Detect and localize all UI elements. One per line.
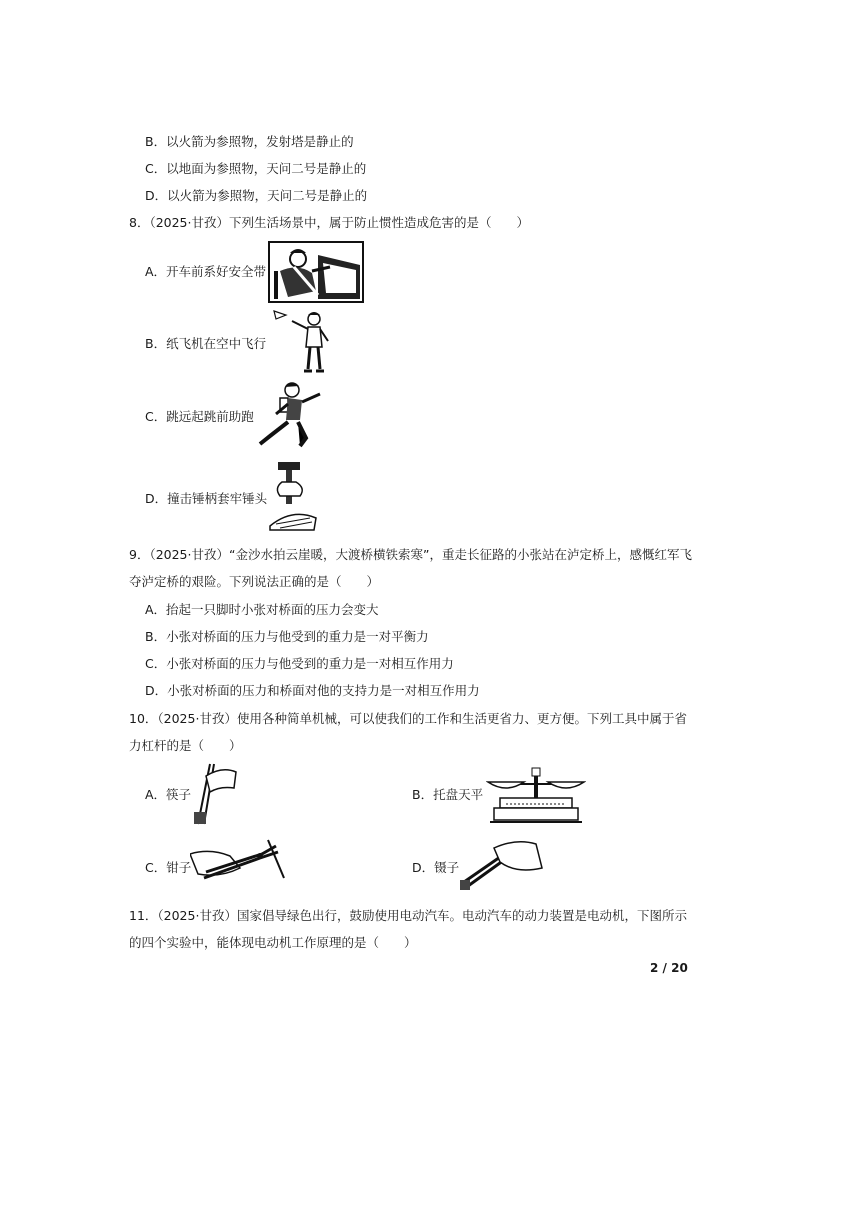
q8-option-b: B．纸飞机在空中飞行 [145, 336, 267, 351]
q9-option-d: D．小张对桥面的压力和桥面对他的支持力是一对相互作用力 [145, 683, 480, 698]
boy-throwing-paper-plane-picture [272, 307, 334, 377]
q10-stem-line-1: 10．（2025·甘孜）使用各种简单机械，可以使我们的工作和生活更省力、更方便。下列工具中属于省 [129, 711, 687, 726]
q11-stem-line-2: 的四个实验中，能体现电动机工作原理的是（ ） [129, 935, 417, 950]
driver-seatbelt-picture [268, 241, 364, 303]
page-number: 2 / 20 [650, 961, 688, 975]
q8-option-d: D．撞击锤柄套牢锤头 [145, 491, 268, 506]
q8-option-c: C．跳远起跳前助跑 [145, 409, 254, 424]
chopsticks-picture [188, 762, 238, 828]
q9-option-a: A．抬起一只脚时小张对桥面的压力会变大 [145, 602, 379, 617]
q7-option-d: D．以火箭为参照物，天问二号是静止的 [145, 188, 368, 203]
tweezers-picture [456, 838, 546, 892]
q9-option-c: C．小张对桥面的压力与他受到的重力是一对相互作用力 [145, 656, 454, 671]
q10-option-a: A．筷子 [145, 787, 192, 802]
q9-option-b: B．小张对桥面的压力与他受到的重力是一对平衡力 [145, 629, 429, 644]
q10-option-d: D．镊子 [412, 860, 460, 875]
q10-option-b: B．托盘天平 [412, 787, 484, 802]
q7-option-c: C．以地面为参照物，天问二号是静止的 [145, 161, 367, 176]
pliers-picture [190, 838, 288, 886]
balance-scale-picture [486, 766, 586, 826]
boy-running-picture [256, 380, 328, 452]
q8-stem: 8．（2025·甘孜）下列生活场景中，属于防止惯性造成危害的是（ ） [129, 215, 529, 230]
q10-option-c: C．钳子 [145, 860, 192, 875]
q9-stem-line-1: 9．（2025·甘孜）“金沙水拍云崖暖，大渡桥横铁索寒”，重走长征路的小张站在泸定桥上，感慨红军飞 [129, 547, 692, 562]
q9-stem-line-2: 夺泸定桥的艰险。下列说法正确的是（ ） [129, 574, 380, 589]
q8-option-a: A．开车前系好安全带 [145, 264, 267, 279]
hammer-handle-picture [266, 460, 320, 532]
q10-stem-line-2: 力杠杆的是（ ） [129, 738, 242, 753]
q7-option-b: B．以火箭为参照物，发射塔是静止的 [145, 134, 354, 149]
q11-stem-line-1: 11．（2025·甘孜）国家倡导绿色出行，鼓励使用电动汽车。电动汽车的动力装置是电动机，下图所示 [129, 908, 687, 923]
